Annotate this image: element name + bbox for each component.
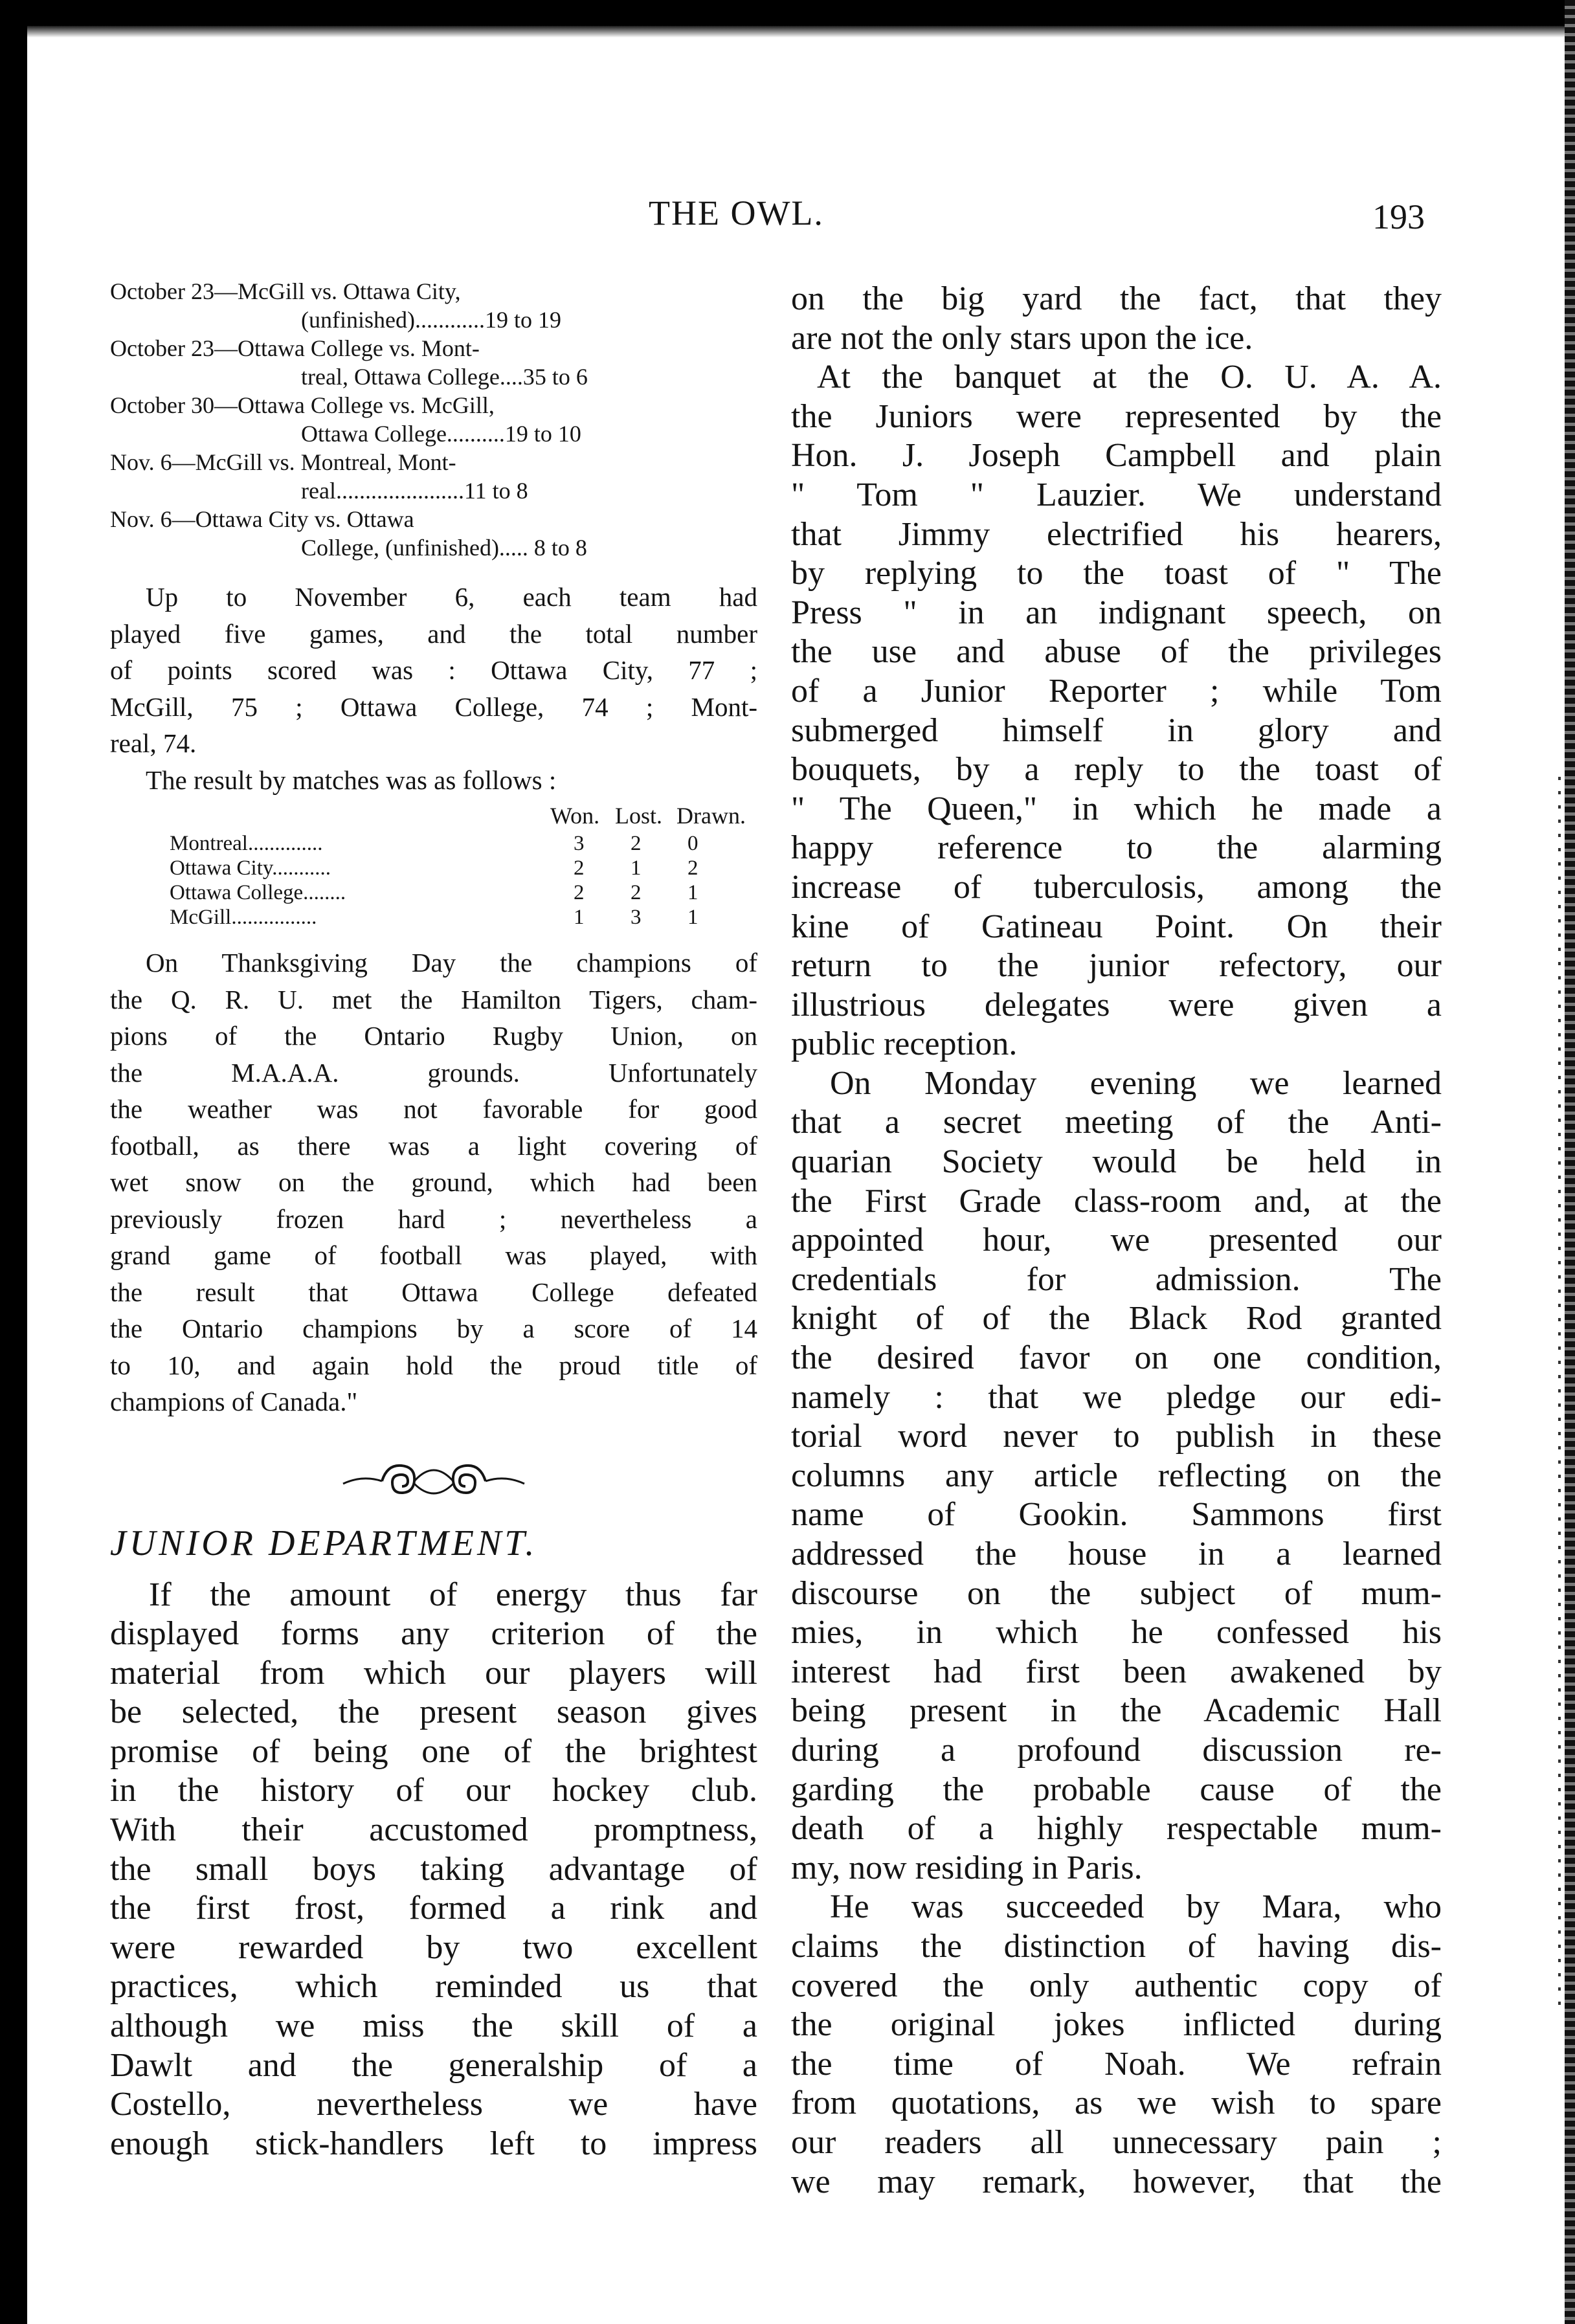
text-line: namely : that we pledge our edi- — [791, 1378, 1442, 1416]
left-column — [110, 278, 757, 2163]
text-line: kine of Gatineau Point. On their — [791, 908, 1442, 945]
text-line: the time of Noah. We refrain — [791, 2045, 1442, 2083]
text-line: the result that Ottawa College defeated — [110, 1277, 757, 1307]
match-entry — [110, 419, 757, 448]
team-name: Montreal.............. — [170, 832, 323, 855]
column-header-drawn: Drawn. — [676, 803, 746, 829]
text-line: the Juniors were represented by the — [791, 397, 1442, 435]
match-line: Ottawa College..........19 to 10 — [301, 421, 581, 447]
text-line: in the history of our hockey club. — [110, 1772, 757, 1809]
won-value: 2 — [574, 856, 585, 880]
scan-edge-right — [1565, 0, 1575, 2324]
table-row — [110, 856, 757, 881]
lost-value: 3 — [631, 906, 642, 929]
text-line: appointed hour, we presented our — [791, 1222, 1442, 1259]
match-entry — [110, 505, 757, 533]
won-value: 2 — [574, 881, 585, 904]
text-line: discourse on the subject of mum- — [791, 1574, 1442, 1612]
text-line: public reception. — [791, 1025, 1018, 1063]
text-line: addressed the house in a learned — [791, 1536, 1442, 1572]
text-line: real, 74. — [110, 728, 197, 758]
lost-value: 2 — [631, 881, 642, 904]
match-entry — [110, 391, 757, 419]
scan-edge-top — [27, 0, 1575, 26]
match-line: October 30—Ottawa College vs. McGill, — [110, 392, 495, 418]
page-number: 193 — [1372, 197, 1425, 236]
text-line: quarian Society would be held in — [791, 1143, 1442, 1181]
text-line: enough stick-handlers left to impress — [110, 2125, 757, 2162]
drawn-value: 1 — [687, 881, 698, 904]
team-name: Ottawa College........ — [170, 881, 346, 904]
text-line: covered the only authentic copy of — [791, 1967, 1442, 2004]
text-line: of a Junior Reporter ; while Tom — [791, 672, 1442, 709]
table-row — [110, 906, 757, 930]
text-line: the weather was not favorable for good — [110, 1094, 757, 1124]
text-line: the desired favor on one condition, — [791, 1339, 1442, 1377]
text-line: " Tom " Lauzier. We understand — [791, 476, 1442, 513]
text-line: previously frozen hard ; nevertheless a — [110, 1203, 757, 1234]
text-line: At the banquet at the O. U. A. A. — [817, 359, 1442, 396]
match-results — [110, 277, 757, 562]
text-line: Dawlt and the generalship of a — [110, 2046, 757, 2084]
text-line: the small boys taking advantage of — [110, 1850, 757, 1888]
match-line: (unfinished)............19 to 19 — [301, 307, 561, 333]
text-line: of points scored was : Ottawa City, 77 ; — [110, 655, 757, 685]
text-line: are not the only stars upon the ice. — [791, 319, 1253, 357]
text-line: interest had first been awakened by — [791, 1653, 1442, 1690]
match-line: Nov. 6—McGill vs. Montreal, Mont- — [110, 449, 456, 475]
text-line: On Thanksgiving Day the champions of — [146, 948, 757, 978]
column-header-won: Won. — [550, 803, 600, 829]
drawn-value: 2 — [687, 856, 698, 880]
table-row — [110, 881, 757, 906]
text-line: If the amount of energy thus far — [149, 1576, 757, 1613]
scroll-ornament-icon — [337, 1455, 531, 1507]
text-line: be selected, the present season gives — [110, 1693, 757, 1731]
junior-paragraph — [110, 1576, 757, 2164]
text-line: that a secret meeting of the Anti- — [791, 1104, 1442, 1141]
drawn-value: 1 — [687, 906, 698, 929]
table-row — [110, 832, 757, 856]
text-line: football, as there was a light covering of — [110, 1130, 757, 1161]
text-line: name of Gookin. Sammons first — [791, 1496, 1442, 1534]
text-line: torial word never to publish in these — [791, 1418, 1442, 1455]
text-line: Up to November 6, each team had — [146, 582, 757, 612]
standings-table — [110, 802, 757, 930]
text-line: credentials for admission. The — [791, 1260, 1442, 1298]
scan-edge-left — [0, 0, 27, 2324]
match-entry — [110, 533, 757, 562]
text-line: from quotations, as we wish to spare — [791, 2084, 1442, 2122]
text-line: by replying to the toast of " The — [791, 555, 1442, 592]
text-line: He was succeeded by Mara, who — [830, 1888, 1442, 1926]
text-line: With their accustomed promptness, — [110, 1811, 757, 1849]
team-name: Ottawa City........... — [170, 856, 331, 880]
won-value: 1 — [574, 906, 585, 929]
text-line: that Jimmy electrified his hearers, — [791, 515, 1442, 553]
text-line: illustrious delegates were given a — [791, 986, 1442, 1023]
text-line: the original jokes inflicted during — [791, 2006, 1442, 2044]
thanksgiving-paragraph — [110, 944, 757, 1420]
text-line: knight of of the Black Rod granted — [791, 1300, 1442, 1337]
match-entry — [110, 363, 757, 391]
team-name: McGill................ — [170, 906, 317, 929]
text-line: " The Queen," in which he made a — [791, 790, 1442, 827]
text-line: to 10, and again hold the proud title of — [110, 1350, 757, 1380]
text-line: our readers all unnecessary pain ; — [791, 2123, 1442, 2161]
text-line: we may remark, however, that the — [791, 2163, 1442, 2200]
text-line: champions of Canada." — [110, 1387, 358, 1416]
drawn-value: 0 — [687, 832, 698, 855]
text-line: return to the junior refectory, our — [791, 947, 1442, 985]
text-line: played five games, and the total number — [110, 618, 757, 649]
text-line: McGill, 75 ; Ottawa College, 74 ; Mont- — [110, 691, 757, 722]
match-entry — [110, 277, 757, 306]
column-header-lost: Lost. — [615, 803, 663, 829]
text-line: the M.A.A.A. grounds. Unfortunately — [110, 1057, 757, 1088]
text-line: the Q. R. U. met the Hamilton Tigers, cham- — [110, 984, 757, 1014]
running-head — [0, 193, 1575, 245]
text-line: Hon. J. Joseph Campbell and plain — [791, 437, 1442, 475]
text-line: happy reference to the alarming — [791, 829, 1442, 867]
match-line: October 23—McGill vs. Ottawa City, — [110, 278, 461, 304]
match-entry — [110, 306, 757, 334]
text-line: wet snow on the ground, which had been — [110, 1167, 757, 1197]
text-line: displayed forms any criterion of the — [110, 1615, 757, 1653]
text-line: pions of the Ontario Rugby Union, on — [110, 1021, 757, 1051]
text-line: mies, in which he confessed his — [791, 1614, 1442, 1651]
lost-value: 2 — [631, 832, 642, 855]
text-line: the use and abuse of the privileges — [791, 633, 1442, 671]
text-line: the first frost, formed a rink and — [110, 1890, 757, 1927]
text-line: garding the probable cause of the — [791, 1771, 1442, 1808]
text-line: during a profound discussion re- — [791, 1731, 1442, 1769]
text-line: the Ontario champions by a score of 14 — [110, 1313, 757, 1343]
text-line: on the big yard the fact, that they — [791, 280, 1442, 317]
match-line: real......................11 to 8 — [301, 478, 528, 504]
section-ornament — [110, 1442, 757, 1520]
text-line: Costello, nevertheless we have — [110, 2086, 757, 2123]
text-line: being present in the Academic Hall — [791, 1692, 1442, 1730]
text-line: grand game of football was played, with — [110, 1240, 757, 1270]
lost-value: 1 — [631, 856, 642, 880]
match-line: College, (unfinished)..... 8 to 8 — [301, 535, 587, 561]
section-heading: JUNIOR DEPARTMENT. — [110, 1523, 538, 1563]
right-column — [791, 280, 1442, 2202]
text-line: my, now residing in Paris. — [791, 1849, 1143, 1886]
points-paragraph — [110, 579, 757, 798]
text-line: Press " in an indignant speech, on — [791, 594, 1442, 631]
text-line: The result by matches was as follows : — [146, 765, 557, 795]
text-line: death of a highly respectable mum- — [791, 1810, 1442, 1848]
text-line: were rewarded by two excellent — [110, 1928, 757, 1966]
text-line: On Monday evening we learned — [830, 1064, 1442, 1102]
match-line: treal, Ottawa College....35 to 6 — [301, 364, 588, 390]
text-line: promise of being one of the brightest — [110, 1732, 757, 1770]
match-entry — [110, 476, 757, 505]
match-line: October 23—Ottawa College vs. Mont- — [110, 335, 480, 361]
scan-edge-top-shadow — [27, 26, 1575, 38]
standings-header — [110, 802, 757, 832]
journal-title: THE OWL. — [649, 194, 824, 232]
won-value: 3 — [574, 832, 585, 855]
match-line: Nov. 6—Ottawa City vs. Ottawa — [110, 506, 414, 532]
text-line: increase of tuberculosis, among the — [791, 868, 1442, 906]
scan-edge-right-noise — [1558, 777, 1561, 2007]
text-line: practices, which reminded us that — [110, 1968, 757, 2006]
text-line: submerged himself in glory and — [791, 711, 1442, 749]
text-line: the First Grade class-room and, at the — [791, 1182, 1442, 1220]
text-line: columns any article reflecting on the — [791, 1457, 1442, 1494]
text-line: although we miss the skill of a — [110, 2007, 757, 2045]
text-line: bouquets, by a reply to the toast of — [791, 751, 1442, 788]
text-line: claims the distinction of having dis- — [791, 1927, 1442, 1965]
text-line: material from which our players will — [110, 1654, 757, 1692]
match-entry — [110, 334, 757, 363]
match-entry — [110, 448, 757, 476]
